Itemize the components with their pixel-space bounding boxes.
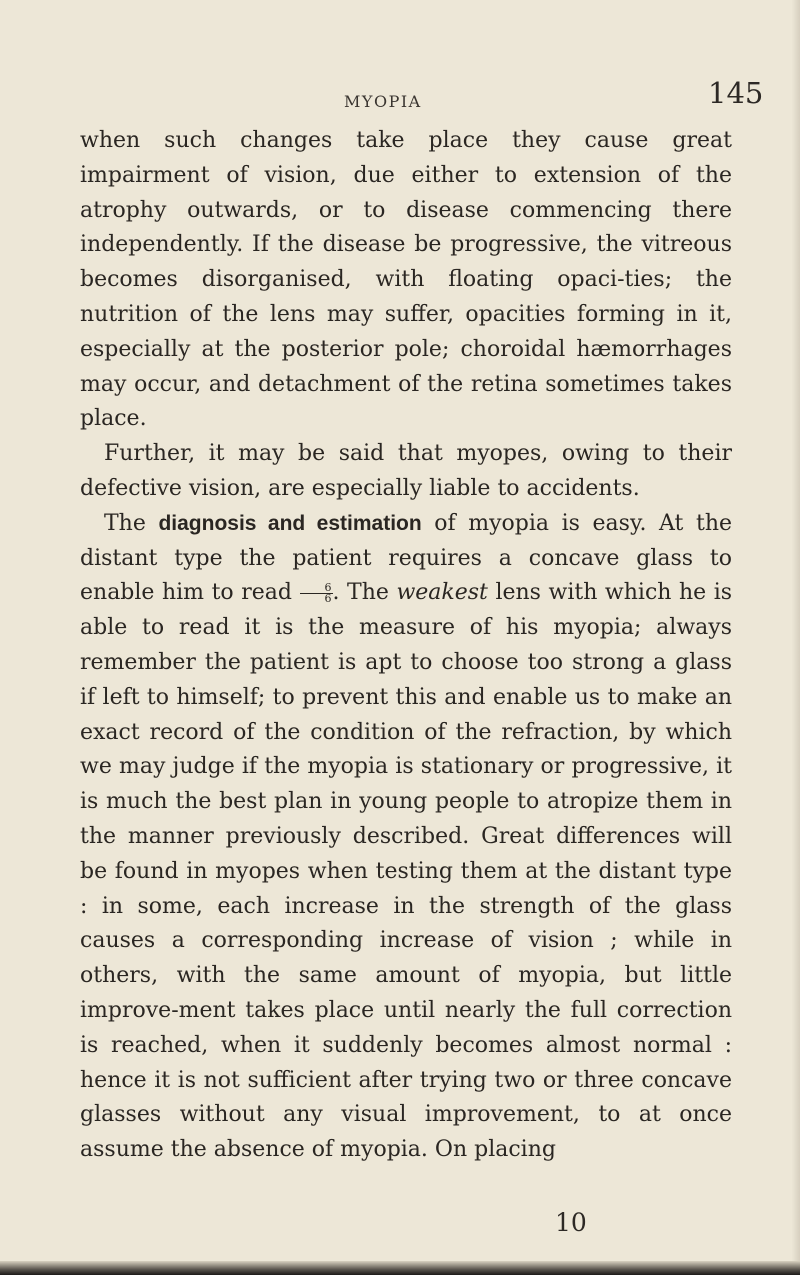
paragraph-3 <box>80 507 732 1168</box>
emphasis-weakest: weakest <box>396 580 488 606</box>
body-text <box>80 124 732 1168</box>
diagnosis-heading: diagnosis and estimation <box>158 511 422 535</box>
page-number: 145 <box>708 76 764 110</box>
signature-mark: 10 <box>555 1208 587 1237</box>
paragraph-1: when such changes take place they cause great impairment of vision, due either to extension of the atrophy outwards, or to disease commencing there independently. If the disease be progressive, the vitreous becomes disorganised, with floating opaci-ties; the nutrition of the lens may suffer, opacities forming in it, especially at the posterior pole; choroidal hæmorrhages may occur, and detachment of the retina sometimes takes place. <box>80 128 732 432</box>
paragraph-2: Further, it may be said that myopes, owing to their defective vision, are especially liable to accidents. <box>80 441 732 501</box>
paragraph-3-lead: The <box>104 510 146 536</box>
fraction-six-sixths <box>300 580 333 605</box>
page-bottom-shadow <box>0 1261 800 1275</box>
paragraph-3-text-c: lens with which he is able to read it is the measure of his myopia; always remember the patient is apt to choose too strong a glass if left to himself; to prevent this and enable us to make an exact record of the condition of the refraction, by which we may judge if the myopia is stationary or progressive, it is much the best plan in young people to atropize them in the manner previously described. Great differences will be found in myopes when testing them at the distant type : in some, each increase in the strength of the glass causes a corresponding increase of vision ; while in others, with the same amount of myopia, but little improve-ment takes place until nearly the full correction is reached, when it suddenly becomes almost normal : hence it is not sufficient after trying two or three concave glasses without any visual improvement, to at once assume the absence of myopia. On placing <box>80 580 733 1163</box>
paragraph-3-text-b: . The <box>332 580 389 606</box>
running-head: MYOPIA <box>344 92 422 111</box>
page-right-edge <box>792 0 800 1275</box>
fraction-numerator: 6 <box>300 583 333 594</box>
paragraph-3-text-a: of myopia is easy. At the distant type the patient requires a concave glass to enable him to read <box>80 510 733 606</box>
fraction-denominator: 6 <box>324 591 332 605</box>
